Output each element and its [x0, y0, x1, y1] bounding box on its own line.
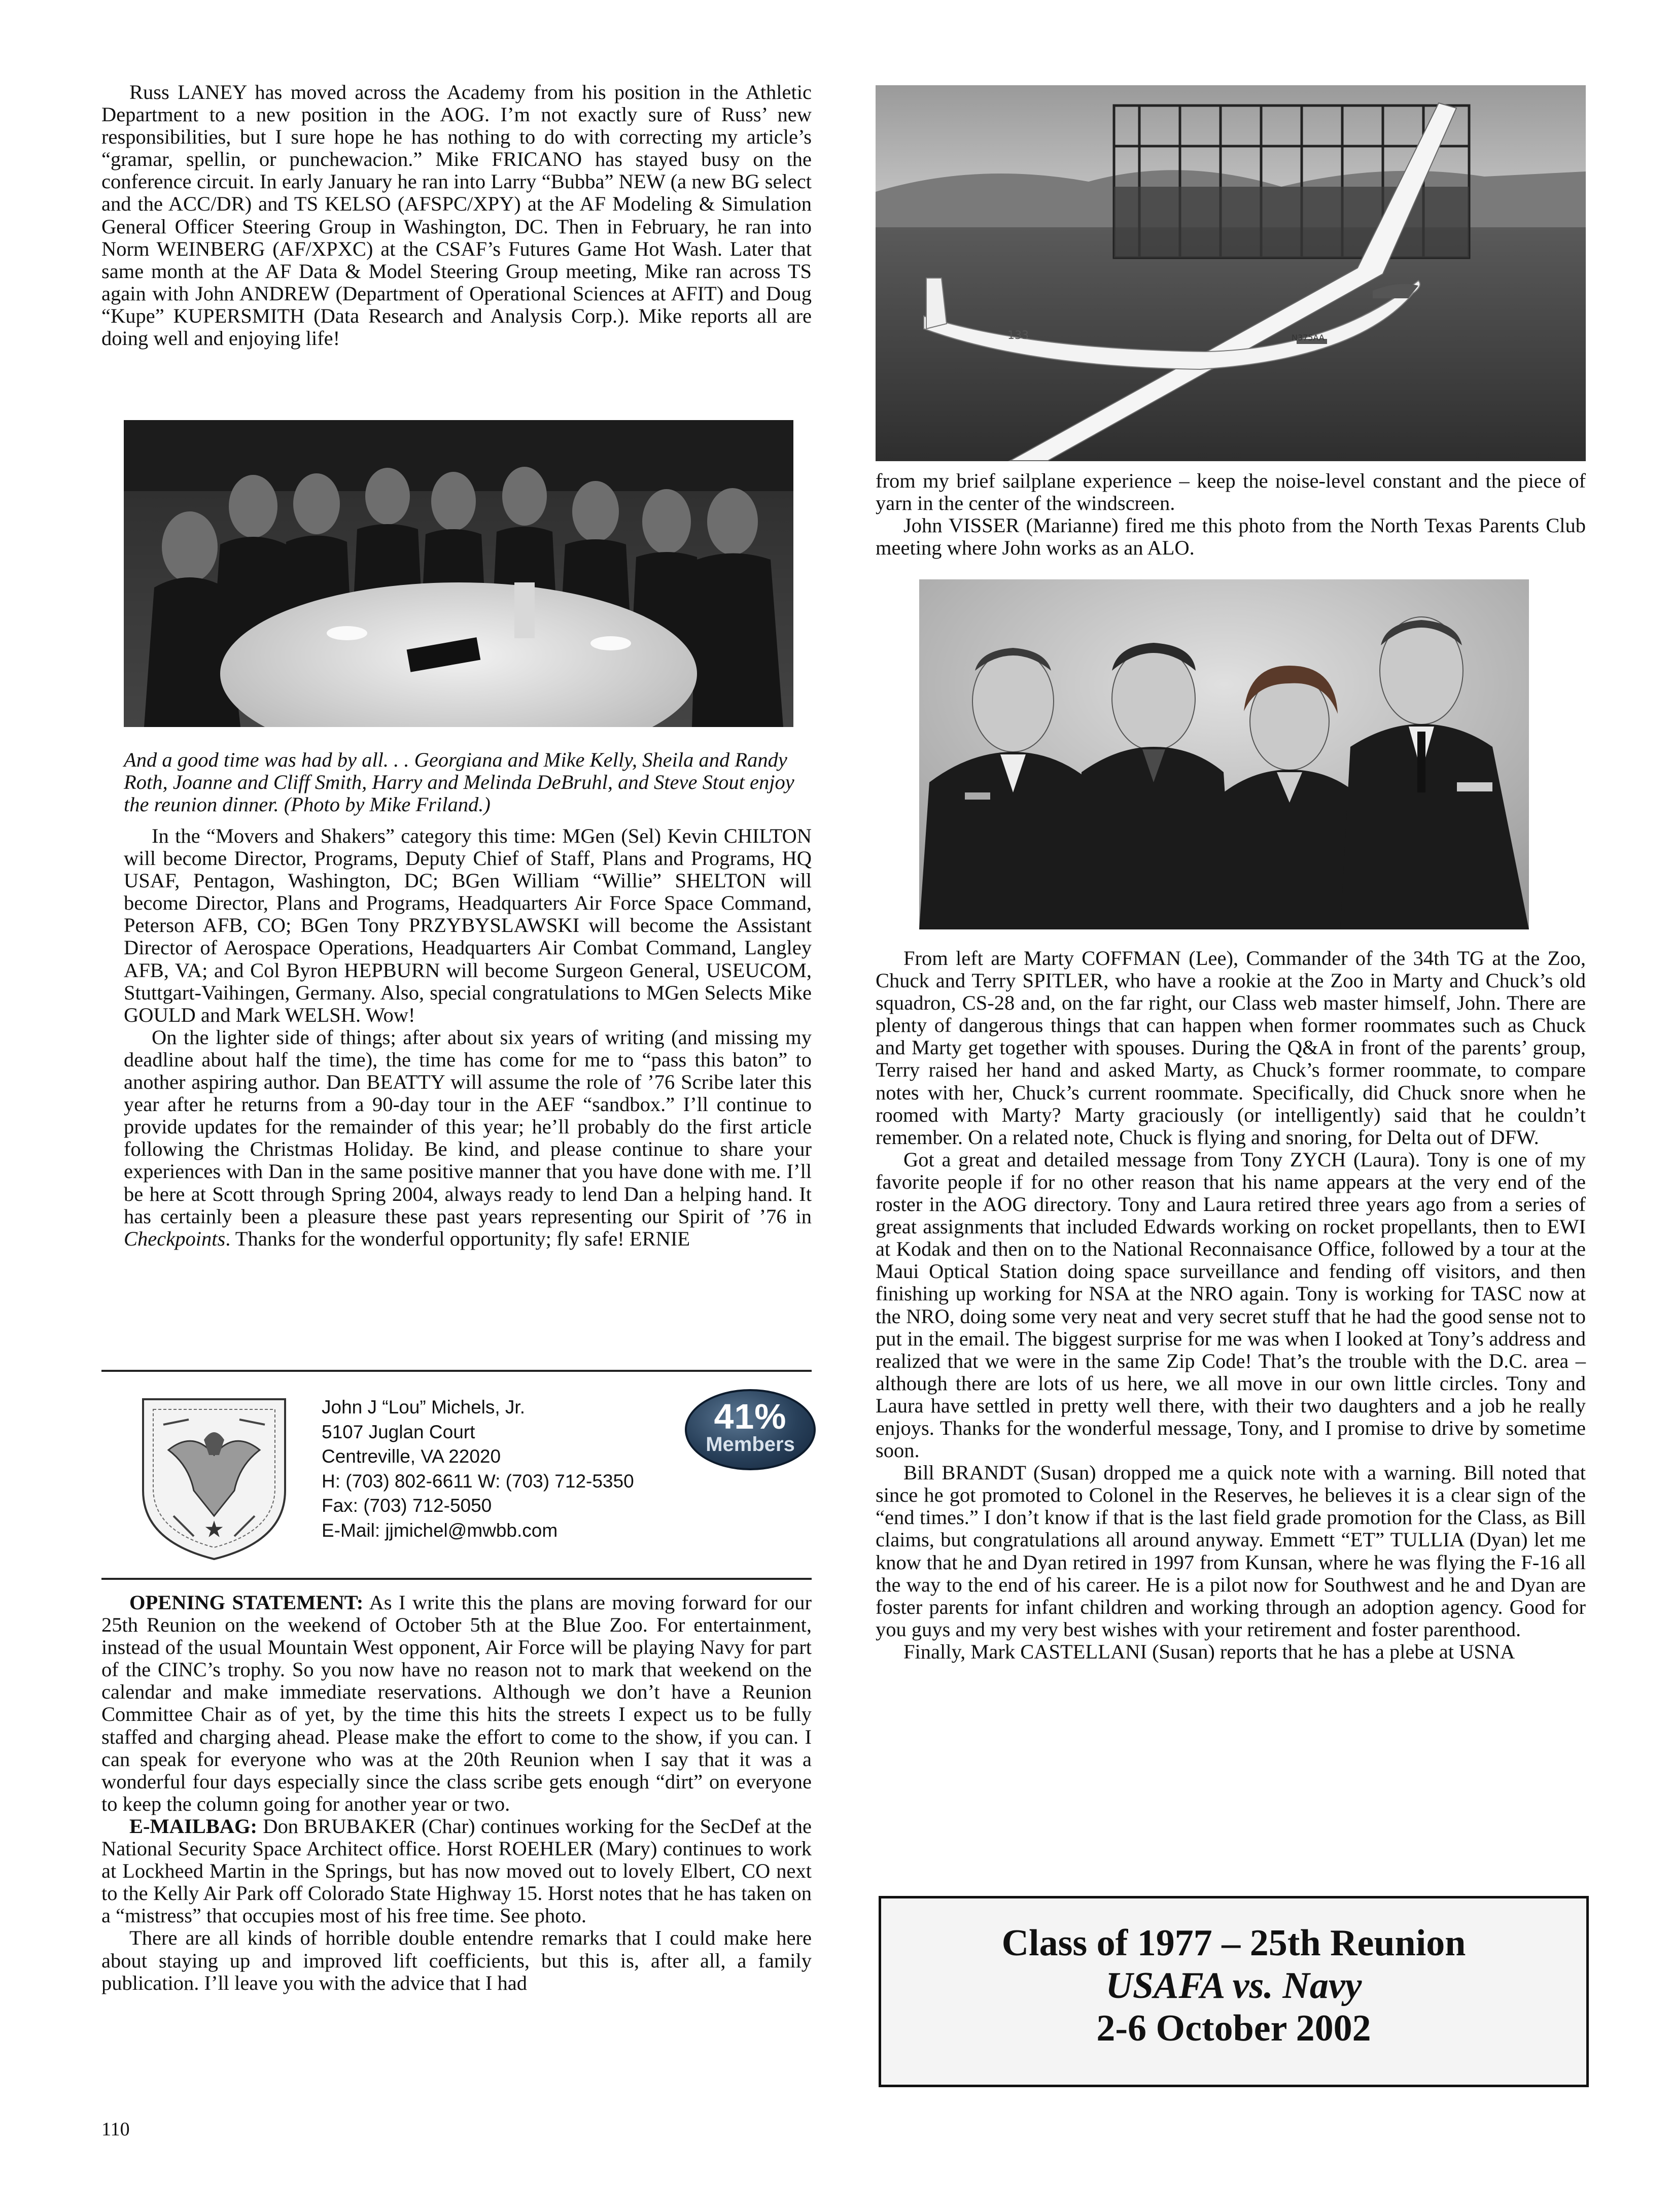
paragraph-entendre: There are all kinds of horrible double entendre remarks that I could make here about staying up and improved lift coefficients, but this is, after all, a family publication. I’ll leave you with the advice that I had: [101, 1926, 812, 1994]
left-column-lower: [124, 749, 812, 1250]
paragraph-brandt: Bill BRANDT (Susan) dropped me a quick note with a warning. Bill noted that since he got promoted to Colonel in the Reserves, he believes it is a clear sign of the “end times.” I don’t know if that is the last field grade promotion for the Class, as Bill claims, but congratulations all around anyway. Emmett “ET” TULLIA (Dyan) let me know that he and Dyan retired in 1997 from Kunsan, where he was flying the F-16 all the way to the end of his career. He is a pilot now for Southwest and he and Dyan are foster parents for infant children and working through an adoption agency. Good for you guys and my very best wishes with your retirement and foster parenthood.: [876, 1461, 1586, 1641]
class-crest-logo: [133, 1389, 295, 1564]
emailbag-text: Don BRUBAKER (Char) continues working for the SecDef at the National Security Space Architect office. Horst ROEHLER (Mary) continues to work at Lockheed Martin in the Springs, but has now moved out to lovely Elbert, CO next to the Kelly Air Park off Colorado State Highway 15. Horst notes that he has taken on a “mistress” that occupies most of his free time. See photo.: [101, 1814, 812, 1927]
reunion-dinner-image: [124, 420, 793, 727]
paragraph-zych: Got a great and detailed message from Tony ZYCH (Laura). Tony is one of my favorite people if for no other reason that his name appears at the very end of the roster in the AOG directory. Tony and Laura retired three years ago from a series of great assignments that included Edwards working on rocket propellants, then to EWI at Kodak and then on to the National Reconnaisance Office, followed by a tour at the Maui Optical Station doing space surveillance and fending off visitors, and then finishing up working for NSA at the NRO again. Tony is working for TASC now at the NRO, doing some very neat and very secret stuff that he had the good sense not to put in the email. The biggest surprise for me was when I looked at Tony’s address and realized that we were in the same Zip Code! That’s the trouble with the D.C. area – although there are lots of us here, we all move in our own little circles. Tony and Laura have settled in pretty well there, with their two daughters and a job he really enjoys. Thanks for the wonderful message, Tony, and I promise to drive by sometime soon.: [876, 1148, 1586, 1462]
paragraph-laney: Russ LANEY has moved across the Academy from his position in the Athletic Department to a new position in the AOG. I’m not exactly sure of Russ’ new responsibilities, but I sure hope he has nothing to do with correcting my article’s “gramar, spellin, or punchewacion.” Mike FRICANO has stayed busy on the conference circuit. In early January he ran into Larry “Bubba” NEW (a new BG select and the ACC/DR) and TS KELSO (AFSPC/XPY) at the AF Modeling & Simulation General Officer Steering Group in Washington, DC. Then in February, he ran into Norm WEINBERG (AF/XPXC) at the CSAF’s Futures Game Hot Wash. Later that same month at the AF Data & Model Steering Group meeting, Mike ran across TS again with John ANDREW (Department of Operational Sciences at AFIT) and Doug “Kupe” KUPERSMITH (Data Research and Analysis Corp.). Mike reports all are doing well and enjoying life!: [101, 81, 812, 350]
lighter-side-end: . Thanks for the wonderful opportunity; fly safe! ERNIE: [225, 1227, 690, 1250]
scribe-contact: [322, 1395, 727, 1543]
reunion-announcement-box: [879, 1896, 1589, 2087]
scribe-street: 5107 Juglan Court: [322, 1421, 475, 1442]
paragraph-lighter-side: [124, 1026, 812, 1250]
paragraph-visser: John VISSER (Marianne) fired me this photo from the North Texas Parents Club meeting where John works as an ALO.: [876, 514, 1586, 560]
paragraph-opening-statement: [101, 1592, 812, 1815]
reunion-dates: 2-6 October 2002: [1096, 2008, 1371, 2049]
scribe-block-top-rule: [101, 1370, 812, 1372]
scribe-email[interactable]: E-Mail: jjmichel@mwbb.com: [322, 1519, 558, 1541]
lighter-side-text: On the lighter side of things; after about six years of writing (and missing my deadline about half the time), the time has come for me to “pass this baton” to another aspiring author. Dan BEATTY will assume the role of ’76 Scribe later this year after he returns from a 90-day tour in the AEF “sandbox.” I’ll continue to provide updates for the remainder of this year; he’ll probably do the first article following the Christmas Holiday. Be kind, and please continue to share your experiences with Dan in the same positive manner that you have done with me. I’ll be here at Scott through Spring 2004, always ready to lend Dan a helping hand. It has certainly been a pleasure these past years representing our Spirit of ’76 in: [124, 1025, 812, 1228]
parents-club-image: [919, 579, 1529, 929]
page-number: 110: [101, 2119, 130, 2140]
dinner-photo-caption: And a good time was had by all. . . Georgiana and Mike Kelly, Sheila and Randy Roth, Joanne and Cliff Smith, Harry and Melinda DeBruhl, and Steve Stout enjoy the reunion dinner. (Photo by Mike Friland.): [124, 748, 794, 816]
paragraph-coffman: From left are Marty COFFMAN (Lee), Commander of the 34th TG at the Zoo, Chuck and Terry SPITLER, who have a rookie at the Zoo in Marty and Chuck’s old squadron, CS-28 and, on the far right, our Class web master himself, John. There are plenty of dangerous things that can happen when former roommates such as Chuck and Marty get together with spouses. During the Q&A in front of the parents’ group, Terry raised her hand and asked Marty, as Chuck’s former roommate, to compare notes with her, Chuck’s current roommate. Specifically, did Chuck snore when he roomed with Marty? Marty graciously (or intelligently) said that he couldn’t remember. On a related note, Chuck is flying and snoring, for Delta out of DFW.: [876, 947, 1586, 1149]
svg-text:N375AA: N375AA: [1292, 333, 1325, 342]
membership-label: Members: [706, 1433, 795, 1456]
opening-statement-text: As I write this the plans are moving forward for our 25th Reunion on the weekend of October 5th at the Blue Zoo. For entertainment, instead of the usual Mountain West opponent, Air Force will be playing Navy for part of the CINC’s trophy. So you now have no reason not to mark that weekend on the calendar and make immediate reservations. Although we don’t have a Reunion Committee Chair as of yet, by the time this hits the streets I expect us to be fully staffed and charging ahead. Please make the effort to come to the show, if you can. I can speak for everyone who was at the 20th Reunion when I say that it was a wonderful four days especially since the class scribe gets enough “dirt” on everyone to keep the column going for another year or two.: [101, 1591, 812, 1815]
scribe-block-bottom-rule: [101, 1578, 812, 1580]
emailbag-label: E-MAILBAG:: [129, 1814, 257, 1838]
crest-drawing: [133, 1389, 295, 1564]
right-column-upper: [876, 470, 1586, 559]
svg-text:★: ★: [205, 1517, 223, 1541]
membership-badge: [685, 1389, 816, 1470]
sailplane-image: [876, 85, 1586, 461]
scribe-name: John J “Lou” Michels, Jr.: [322, 1397, 525, 1418]
reunion-matchup: USAFA vs. Navy: [1105, 1965, 1362, 2007]
opening-statement-label: OPENING STATEMENT:: [129, 1591, 364, 1614]
membership-percent: 41%: [714, 1397, 787, 1436]
left-column-bottom: [101, 1592, 812, 1994]
paragraph-sailplane: from my brief sailplane experience – keep the noise-level constant and the piece of yarn in the center of the windscreen.: [876, 469, 1586, 515]
scribe-fax: Fax: (703) 712-5050: [322, 1495, 492, 1516]
sailplane-photo: [876, 85, 1586, 461]
parents-club-photo: [919, 579, 1529, 929]
right-column-lower: [876, 947, 1586, 1663]
reunion-dinner-photo: [124, 420, 793, 727]
svg-text:133: 133: [1007, 329, 1029, 342]
scribe-phone: H: (703) 802-6611 W: (703) 712-5350: [322, 1470, 634, 1492]
left-column: [101, 81, 812, 350]
scribe-city: Centreville, VA 22020: [322, 1446, 501, 1467]
paragraph-castellani: Finally, Mark CASTELLANI (Susan) reports that he has a plebe at USNA: [903, 1640, 1515, 1663]
paragraph-movers-shakers: In the “Movers and Shakers” category this time: MGen (Sel) Kevin CHILTON will become Director, Programs, Deputy Chief of Staff, Plans and Programs, HQ USAF, Pentagon, Washington, DC; BGen William “Willie” SHELTON will become Director, Plans and Programs, Headquarters Air Force Space Command, Peterson AFB, CO; BGen Tony PRZYBYSLAWSKI will become the Assistant Director of Aerospace Operations, Headquarters Air Combat Command, Langley AFB, VA; and Col Byron HEPBURN will become Surgeon General, USEUCOM, Stuttgart-Vaihingen, Germany. Also, special congratulations to MGen Selects Mike GOULD and Mark WELSH. Wow!: [124, 824, 812, 1026]
checkpoints-title: Checkpoints: [124, 1227, 226, 1250]
reunion-title: Class of 1977 – 25th Reunion: [1001, 1922, 1466, 1964]
paragraph-emailbag: [101, 1815, 812, 1927]
